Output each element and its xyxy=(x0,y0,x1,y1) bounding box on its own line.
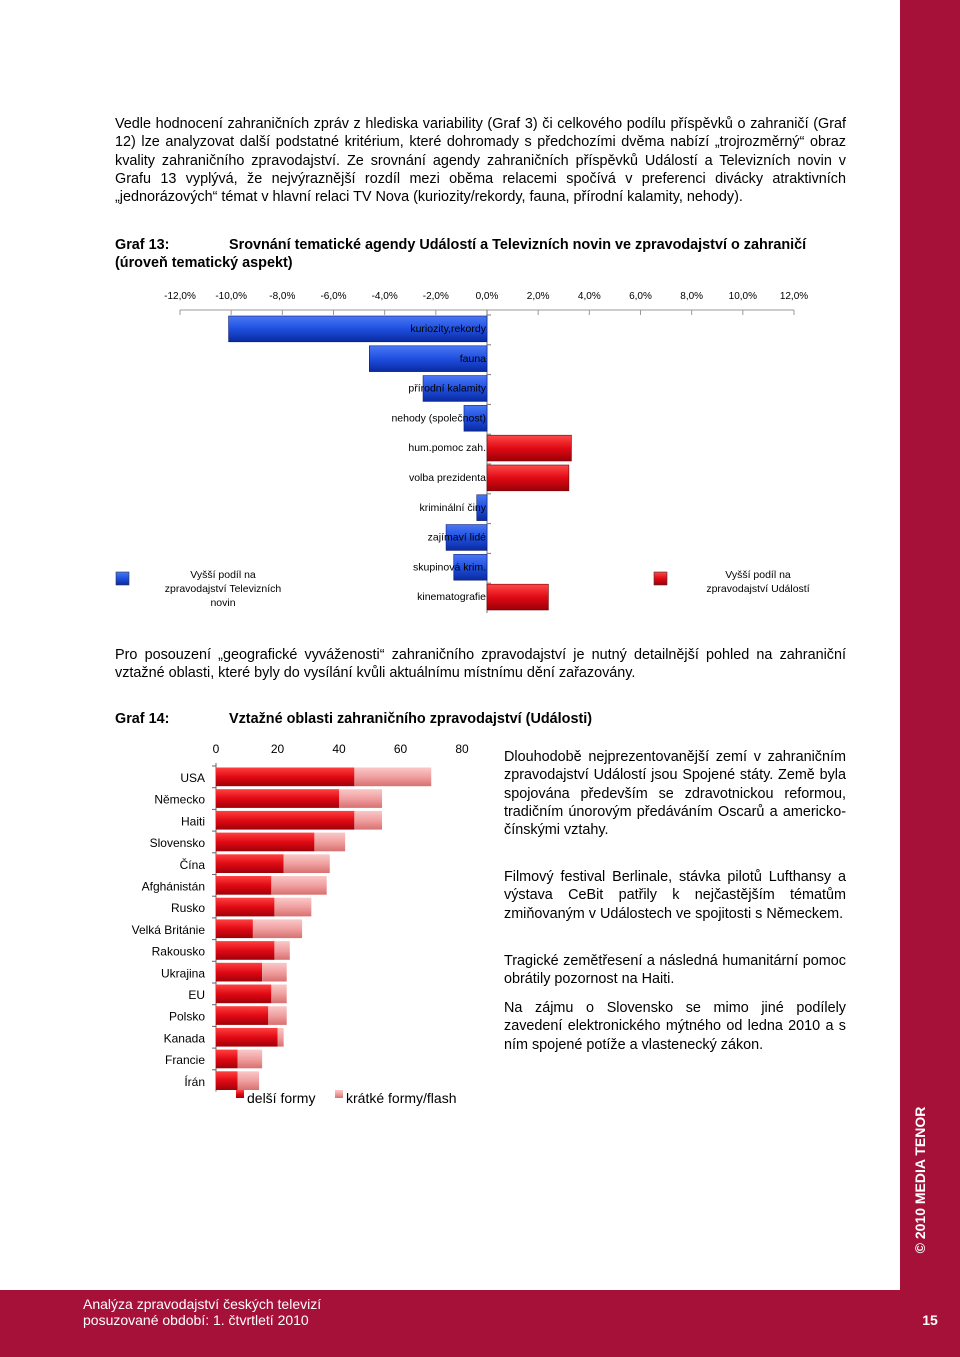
legend-label-televizni-noviny: novin xyxy=(210,597,236,609)
x-tick-label: 6,0% xyxy=(629,291,652,302)
x-tick-label: 60 xyxy=(393,742,408,756)
category-label: EU xyxy=(188,988,205,1002)
bar xyxy=(216,919,253,938)
bar xyxy=(487,435,571,461)
bar xyxy=(216,768,354,787)
legend-swatch-televizni-noviny xyxy=(116,572,129,585)
chart-13 xyxy=(100,280,860,620)
category-label: přírodní kalamity xyxy=(408,382,486,395)
x-tick-label: 12,0% xyxy=(779,291,809,302)
bar xyxy=(216,963,262,982)
category-label: Francie xyxy=(164,1053,205,1068)
category-label: Rusko xyxy=(170,901,205,916)
bar xyxy=(339,789,382,808)
category-label: Írán xyxy=(184,1074,205,1089)
bar xyxy=(216,1006,268,1025)
x-tick-label: 0,0% xyxy=(475,291,499,302)
brand-sidebar xyxy=(900,0,960,1290)
legend-label-delsi-formy: delší formy xyxy=(247,1090,316,1106)
x-tick-label: 8,0% xyxy=(680,291,704,302)
category-label: Slovensko xyxy=(149,836,205,851)
copyright-vertical: © 2010 MEDIA TENOR xyxy=(912,1106,928,1254)
legend-label-televizni-noviny: zpravodajství Televizních xyxy=(164,583,282,595)
category-label: Haiti xyxy=(180,814,205,829)
bar xyxy=(216,876,271,895)
x-tick-label: 40 xyxy=(332,742,346,756)
bar xyxy=(271,876,326,895)
bar xyxy=(271,985,286,1004)
bar xyxy=(238,1071,260,1090)
bar xyxy=(216,1050,238,1069)
legend-label-televizni-noviny: Vyšší podíl na xyxy=(190,569,256,581)
category-label: hum.pomoc zah. xyxy=(408,442,486,455)
graf14-caption-text: Vztažné oblasti zahraničního zpravodajství (Události) xyxy=(229,711,593,727)
category-label: Kanada xyxy=(163,1031,205,1046)
category-label: Polsko xyxy=(168,1009,205,1024)
bar xyxy=(284,854,330,873)
bar xyxy=(274,898,311,917)
category-label: Ukrajina xyxy=(160,966,205,981)
x-tick-label: 4,0% xyxy=(577,291,601,302)
x-tick-label: 10,0% xyxy=(728,291,758,302)
intro-paragraph: Vedle hodnocení zahraničních zpráv z hlediska variability (Graf 3) či celkového podílu příspěvků o zahraničí (Graf 12) lze analyzovat další podstatné kritérium, které dohromady s předchozími dvěma nabízí „trojrozměrný“ obraz kvality zahraničního zpravodajství. Ze srovnání agendy zahraničních příspěvků Událostí a Televizních novin v Grafu 13 vyplývá, že nejvýraznější rozdíl mezi oběma relacemi spočívá v preferenci divácky atraktivních „jednorázových“ témat v hlavní relaci TV Nova (kuriozity/rekordy, fauna, přírodní kalamity, nehody). xyxy=(115,116,846,206)
x-tick-label: 0 xyxy=(212,742,220,756)
side-paragraph-slovakia: Na zájmu o Slovensko se mimo jiné podílely zavedení elektronického mýtného od ledna 2010 a s ním spojené potíže a vlastenecký zákon. xyxy=(504,1000,846,1053)
side-paragraph-germany: Filmový festival Berlinale, stávka pilotů Lufthansy a výstava CeBit patřily k nejčastějším tématům zmiňovaným v Událostech ve spojitosti s Německem. xyxy=(504,869,846,922)
legend-swatch-kratke-formy xyxy=(335,1090,343,1098)
category-label: Afghánistán xyxy=(141,879,205,894)
bar xyxy=(216,789,339,808)
page-number: 15 xyxy=(922,1312,938,1328)
legend-label-udalosti: Vyšší podíl na xyxy=(725,569,791,581)
legend-label-kratke-formy: krátké formy/flash xyxy=(346,1090,457,1106)
bar xyxy=(216,898,274,917)
bar xyxy=(216,985,271,1004)
chart-14 xyxy=(110,735,500,1115)
category-label: Německo xyxy=(154,792,205,807)
graf14-caption-label: Graf 14: xyxy=(115,711,170,727)
legend-swatch-udalosti xyxy=(654,572,667,585)
bar xyxy=(487,584,548,610)
side-paragraph-haiti: Tragické zemětřesení a následná humanitární pomoc obrátily pozornost na Haiti. xyxy=(504,953,846,988)
x-tick-label: -6,0% xyxy=(320,291,347,302)
bar xyxy=(354,811,382,830)
category-label: Rakousko xyxy=(151,944,205,959)
category-label: Čína xyxy=(179,857,205,872)
x-tick-label: 80 xyxy=(455,742,469,756)
graf13-caption-text: Srovnání tematické agendy Událostí a Televizních novin ve zpravodajství o zahraničí (úroveň tematický aspekt) xyxy=(115,237,807,272)
footer-period: posuzované období: 1. čtvrtletí 2010 xyxy=(83,1312,309,1328)
graf13-caption-label: Graf 13: xyxy=(115,237,170,253)
bar xyxy=(268,1006,286,1025)
bar xyxy=(238,1050,263,1069)
graf13-caption xyxy=(115,236,846,273)
category-label: kuriozity,rekordy xyxy=(410,323,486,335)
x-tick-label: -4,0% xyxy=(371,291,398,302)
category-label: skupinová krim. xyxy=(413,561,486,574)
graf14-caption xyxy=(115,710,846,728)
x-tick-label: -10,0% xyxy=(215,291,248,302)
x-tick-label: -2,0% xyxy=(422,291,449,302)
bar xyxy=(262,963,287,982)
bar xyxy=(274,941,289,960)
category-label: kinematografie xyxy=(417,591,486,604)
bar xyxy=(216,1028,278,1047)
category-label: nehody (společnost) xyxy=(391,412,486,425)
bar xyxy=(216,854,284,873)
legend-swatch-delsi-formy xyxy=(236,1090,244,1098)
middle-paragraph: Pro posouzení „geografické vyváženosti“ zahraničního zpravodajství je nutný detailnější pohled na zahraniční vztažné oblasti, které byly do vysílání kvůli aktuálnímu místnímu dění zařazovány. xyxy=(115,647,846,682)
legend-label-udalosti: zpravodajství Událostí xyxy=(706,583,810,595)
bar xyxy=(253,919,302,938)
category-label: USA xyxy=(180,771,205,785)
x-tick-label: 20 xyxy=(270,742,285,756)
bar xyxy=(216,833,314,852)
category-label: kriminální činy xyxy=(419,501,486,514)
bar xyxy=(354,768,431,787)
category-label: volba prezidenta xyxy=(408,472,486,484)
x-tick-label: -8,0% xyxy=(269,291,296,302)
category-label: Velká Británie xyxy=(131,922,205,937)
bar xyxy=(216,1071,238,1090)
category-label: zajímaví lidé xyxy=(427,531,486,544)
footer-title: Analýza zpravodajství českých televizí xyxy=(83,1296,322,1312)
bar xyxy=(216,941,274,960)
x-tick-label: -12,0% xyxy=(164,291,196,302)
bar xyxy=(487,465,569,491)
category-label: fauna xyxy=(459,352,486,365)
side-paragraph-usa: Dlouhodobě nejprezentovanější zemí v zahraničním zpravodajství Událostí jsou Spojené státy. Země byla spojována především se zdravotnickou reformou, tradičním únorovým předáváním Oscarů a americko-čínskými vztahy. xyxy=(504,749,846,839)
bar xyxy=(314,833,345,852)
bar xyxy=(278,1028,284,1047)
bar xyxy=(216,811,354,830)
x-tick-label: 2,0% xyxy=(526,291,550,302)
